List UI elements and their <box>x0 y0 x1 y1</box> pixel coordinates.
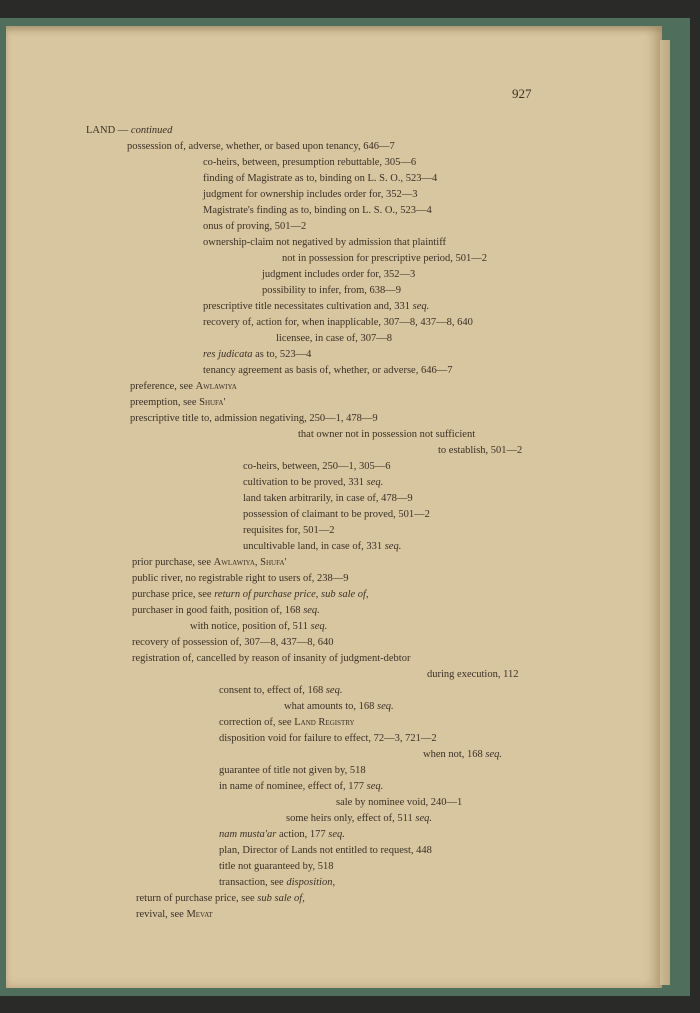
index-entry <box>203 204 432 217</box>
entry-text: Magistrate's finding as to, binding on L. S. O., 523—4 <box>203 205 432 216</box>
entry-text: consent to, effect of, 168 <box>219 685 326 696</box>
page-number: 927 <box>512 86 532 101</box>
index-entry <box>203 188 418 201</box>
index-entry <box>132 604 320 617</box>
index-entry <box>219 860 334 873</box>
entry-text: during execution, 112 <box>427 669 519 680</box>
entry-text: correction of, see <box>219 717 295 728</box>
index-entry <box>219 876 335 889</box>
index-entry <box>243 460 391 473</box>
entry-text: in name of nominee, effect of, 177 <box>219 781 367 792</box>
entry-cross-reference: Shufa' <box>199 397 226 408</box>
entry-text: possession of, adverse, whether, or based upon tenancy, 646—7 <box>127 141 395 152</box>
entry-text: tenancy agreement as basis of, whether, or adverse, 646—7 <box>203 365 453 376</box>
heading-main: LAND <box>86 125 116 136</box>
entry-cross-reference: Awlawiya <box>195 381 237 392</box>
index-entry <box>127 140 395 153</box>
index-entry <box>203 316 473 329</box>
index-entry <box>132 572 349 585</box>
index-entry <box>136 908 213 921</box>
entry-text: sale by nominee void, 240—1 <box>336 797 463 808</box>
index-entry <box>132 652 410 665</box>
entry-text: action, 177 <box>276 829 329 840</box>
index-entry <box>219 780 383 793</box>
entry-cross-reference: Land Registry <box>294 717 355 728</box>
index-entry <box>243 508 430 521</box>
entry-text: judgment for ownership includes order for, 352—3 <box>203 189 418 200</box>
index-entry <box>427 668 518 681</box>
index-entry <box>132 636 334 649</box>
index-entry <box>219 844 432 857</box>
entry-text: title not guaranteed by, 518 <box>219 861 334 872</box>
index-entry <box>203 236 446 249</box>
entry-text: onus of proving, 501—2 <box>203 221 307 232</box>
index-entry <box>336 796 462 809</box>
entry-italic: seq. <box>366 477 384 488</box>
index-entry <box>219 828 345 841</box>
entry-cross-reference: Awlawiya, Shufa' <box>213 557 287 568</box>
entry-text: disposition void for failure to effect, 72—3, 721—2 <box>219 733 437 744</box>
index-entry <box>282 252 487 265</box>
index-entry <box>203 172 437 185</box>
index-entry <box>219 716 355 729</box>
index-entry <box>423 748 502 761</box>
index-entry <box>219 732 437 745</box>
index-entry <box>262 284 401 297</box>
index-entry <box>286 812 432 825</box>
entry-text: plan, Director of Lands not entitled to request, 448 <box>219 845 432 856</box>
entry-text: cultivation to be proved, 331 <box>243 477 367 488</box>
index-heading <box>86 124 172 137</box>
entry-cross-reference: Mevat <box>186 909 213 920</box>
index-entry <box>284 700 394 713</box>
entry-text: licensee, in case of, 307—8 <box>276 333 393 344</box>
index-entry <box>219 764 366 777</box>
entry-italic: seq. <box>384 541 402 552</box>
heading-separator: — <box>115 125 131 136</box>
entry-text: judgment includes order for, 352—3 <box>262 269 416 280</box>
index-entry <box>219 684 342 697</box>
index-entry <box>130 396 225 409</box>
entry-text: some heirs only, effect of, 511 <box>286 813 416 824</box>
entry-text: return of purchase price, see <box>136 893 258 904</box>
entry-text: prior purchase, see <box>132 557 214 568</box>
entry-text: purchaser in good faith, position of, 168 <box>132 605 304 616</box>
index-entry <box>203 364 452 377</box>
heading-continued: continued <box>130 125 173 136</box>
entry-italic-prefix: nam musta'ar <box>219 829 277 840</box>
entry-text: with notice, position of, 511 <box>190 621 311 632</box>
entry-text: registration of, cancelled by reason of insanity of judgment-debtor <box>132 653 411 664</box>
index-entry <box>203 300 429 313</box>
index-entry <box>243 524 334 537</box>
index-entry <box>203 220 306 233</box>
index-entry <box>243 540 401 553</box>
entry-text: not in possession for prescriptive period, 501—2 <box>282 253 488 264</box>
entry-italic: seq. <box>328 829 345 840</box>
entry-italic: sub sale of, <box>257 893 305 904</box>
entry-text: finding of Magistrate as to, binding on L. S. O., 523—4 <box>203 173 438 184</box>
entry-italic: seq. <box>310 621 328 632</box>
entry-text: transaction, see <box>219 877 287 888</box>
entry-text: recovery of, action for, when inapplicable, 307—8, 437—8, 640 <box>203 317 473 328</box>
index-entry <box>136 892 305 905</box>
entry-italic: seq. <box>412 301 430 312</box>
index-entry <box>243 476 383 489</box>
entry-text: public river, no registrable right to users of, 238—9 <box>132 573 349 584</box>
entry-italic: seq. <box>415 813 432 824</box>
index-entry <box>243 492 413 505</box>
index-entry <box>132 588 369 601</box>
entry-text: guarantee of title not given by, 518 <box>219 765 366 776</box>
index-entry <box>438 444 522 457</box>
index-entry <box>132 556 286 569</box>
entry-italic: seq. <box>303 605 320 616</box>
entry-italic: seq. <box>485 749 503 760</box>
entry-italic-prefix: res judicata <box>203 349 253 360</box>
entry-text: preemption, see <box>130 397 200 408</box>
entry-text: recovery of possession of, 307—8, 437—8, 640 <box>132 637 334 648</box>
entry-text: purchase price, see <box>132 589 215 600</box>
entry-text: co-heirs, between, 250—1, 305—6 <box>243 461 391 472</box>
entry-text: when not, 168 <box>423 749 486 760</box>
entry-text: what amounts to, 168 <box>284 701 378 712</box>
page-edge <box>660 40 670 985</box>
entry-text: possibility to infer, from, 638—9 <box>262 285 401 296</box>
index-entry <box>203 348 311 361</box>
entry-text: that owner not in possession not sufficient <box>298 429 476 440</box>
index-entry <box>130 412 378 425</box>
index-entry <box>262 268 415 281</box>
index-entry <box>130 380 237 393</box>
entry-text: co-heirs, between, presumption rebuttable, 305—6 <box>203 157 417 168</box>
entry-text: preference, see <box>130 381 196 392</box>
entry-italic: seq. <box>377 701 394 712</box>
entry-italic: seq. <box>325 685 343 696</box>
entry-italic: seq. <box>366 781 384 792</box>
entry-italic: disposition, <box>286 877 336 888</box>
entry-text: ownership-claim not negatived by admission that plaintiff <box>203 237 447 248</box>
entry-text: to establish, 501—2 <box>438 445 523 456</box>
index-entry <box>298 428 475 441</box>
entry-text: possession of claimant to be proved, 501—2 <box>243 509 430 520</box>
index-entry <box>203 156 416 169</box>
entry-text: as to, 523—4 <box>252 349 312 360</box>
entry-text: prescriptive title to, admission negativing, 250—1, 478—9 <box>130 413 378 424</box>
index-entry <box>190 620 327 633</box>
index-entry <box>276 332 392 345</box>
entry-text: uncultivable land, in case of, 331 <box>243 541 385 552</box>
entry-text: revival, see <box>136 909 187 920</box>
entry-text: land taken arbitrarily, in case of, 478—9 <box>243 493 413 504</box>
entry-text: prescriptive title necessitates cultivation and, 331 <box>203 301 413 312</box>
entry-italic: return of purchase price, sub sale of, <box>214 589 369 600</box>
entry-text: requisites for, 501—2 <box>243 525 335 536</box>
